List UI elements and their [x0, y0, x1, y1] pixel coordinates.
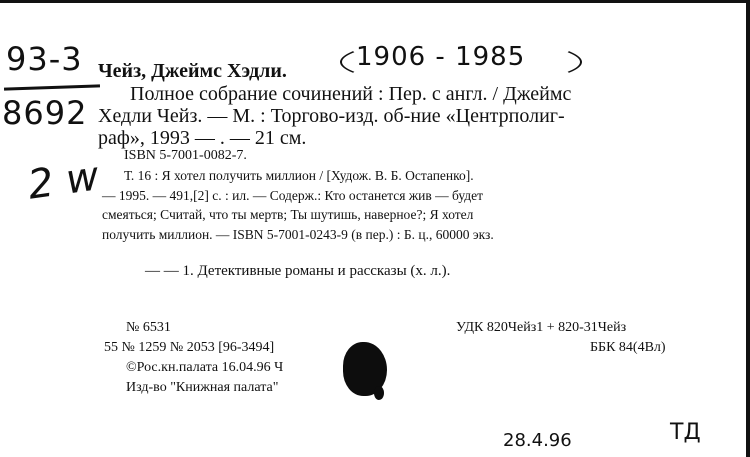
- subject-heading: — — 1. Детективные романы и рассказы (х. л.).: [145, 263, 451, 279]
- author-heading: Чейз, Джеймс Хэдли.: [98, 60, 287, 82]
- publisher-imprint: Изд-во "Книжная палата": [126, 380, 279, 395]
- volume-line-1: Т. 16 : Я хотел получить миллион / [Худож. В. Б. Остапенко].: [124, 168, 474, 183]
- handwritten-date: 28.4.96: [503, 430, 572, 451]
- handwritten-author-years: 1906 - 1985: [356, 42, 526, 72]
- ink-blot-drip: [374, 386, 384, 400]
- bbk-classification: ББК 84(4Вл): [590, 340, 666, 355]
- shelf-mark-divider: [4, 84, 100, 90]
- volume-line-4: получить миллион. — ISBN 5-7001-0243-9 (в пер.) : Б. ц., 60000 экз.: [102, 227, 494, 242]
- title-line-3: раф», 1993 — . — 21 см.: [98, 127, 307, 149]
- handwritten-copies-note: 2 w: [25, 153, 102, 209]
- udk-classification: УДК 820Чейз1 + 820-31Чейз: [456, 320, 627, 335]
- series-isbn: ISBN 5-7001-0082-7.: [124, 148, 247, 163]
- volume-line-2: — 1995. — 491,[2] с. : ил. — Содерж.: Кто останется жив — будет: [102, 188, 484, 203]
- card-top-edge: [0, 0, 750, 3]
- handwritten-shelf-mark-bottom: 8692: [2, 94, 88, 132]
- registration-codes: 55 № 1259 № 2053 [96-3494]: [104, 340, 275, 355]
- handwritten-shelf-mark-top: 93-3: [6, 40, 83, 78]
- registration-copyright: ©Рос.кн.палата 16.04.96 Ч: [126, 360, 284, 375]
- registration-number: № 6531: [126, 320, 171, 335]
- title-line-1: Полное собрание сочинений : Пер. с англ. / Джеймс: [130, 83, 572, 105]
- title-line-2: Хедли Чейз. — М. : Торгово-изд. об-ние «Центрполиг-: [98, 105, 565, 127]
- card-right-edge: [746, 0, 750, 457]
- volume-line-3: смеяться; Считай, что ты мертв; Ты шутишь, наверное?; Я хотел: [102, 207, 474, 222]
- handwritten-initials: ТД: [670, 420, 701, 445]
